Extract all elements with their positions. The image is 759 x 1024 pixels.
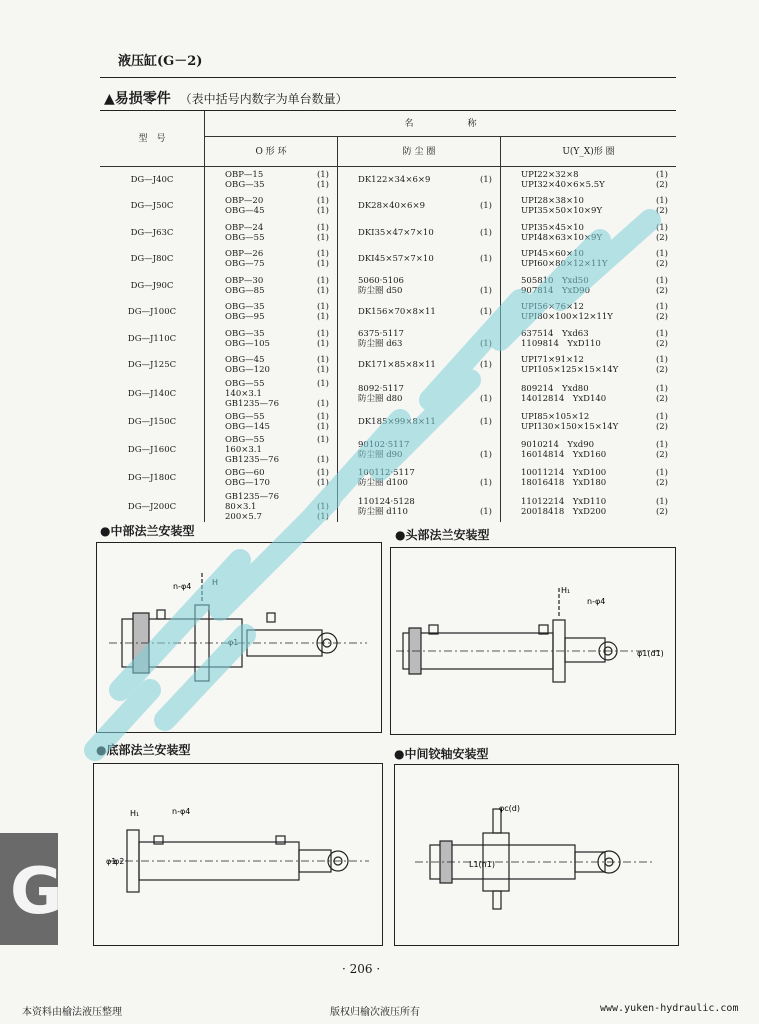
section-note: （表中括号内数字为单台数量） <box>179 92 348 106</box>
cell-o-ring-qty: (1) (1) <box>316 275 329 296</box>
table-row <box>100 299 676 326</box>
cell-dust-seal-qty: (1) <box>479 201 492 212</box>
figure-title-head-flange: ●头部法兰安装型 <box>395 528 490 542</box>
cell-u-seal-qty: (1) (2) <box>655 222 668 243</box>
table-row <box>100 246 676 273</box>
cell-dust-seal-qty: (1) <box>479 285 492 296</box>
cell-dust-seal-qty: (1) <box>479 478 492 489</box>
cell-u-seal: 637514 Yxd63 1109814 YxD110 <box>521 328 601 349</box>
cell-model: DG—J80C <box>130 254 174 265</box>
figure-title-bottom-flange: ●底部法兰安装型 <box>96 743 191 757</box>
cell-o-ring: GB1235—76 80×3.1 200×5.7 <box>225 491 279 522</box>
cell-u-seal-qty: (1) (2) <box>655 496 668 517</box>
cell-model: DG—J50C <box>130 201 174 212</box>
table-row <box>100 352 676 379</box>
cell-dust-seal: DK185×99×8×11 <box>358 416 436 427</box>
cell-dust-seal: DKI35×47×7×10 <box>358 227 434 238</box>
cell-model: DG—J150C <box>127 416 177 427</box>
figure-title-trunnion: ●中间铰轴安装型 <box>394 747 489 761</box>
cell-dust-seal: DK156×70×8×11 <box>358 307 436 318</box>
cell-o-ring: OBG—55 140×3.1 GB1235—76 <box>225 378 279 409</box>
cell-dust-seal-qty: (1) <box>479 450 492 460</box>
figure-title-mid-flange: ●中部法兰安装型 <box>100 524 195 538</box>
footer-right[interactable]: www.yuken-hydraulic.com <box>600 1003 739 1014</box>
bottom-flange-drawing <box>94 764 382 945</box>
cell-o-ring: OBG—55 OBG—145 <box>225 411 270 432</box>
cell-model: DG—J200C <box>127 501 177 512</box>
cell-dust-seal-qty: (1) <box>479 175 492 185</box>
section-heading <box>104 88 348 108</box>
cell-u-seal-qty: (1) (2) <box>655 328 668 349</box>
cell-model: DG—J110C <box>127 333 177 344</box>
wear-parts-table <box>100 110 676 522</box>
cell-u-seal-qty: (1) (2) <box>655 383 668 404</box>
col-header-u-seal: U(Y_X)形 圈 <box>501 137 677 167</box>
section-tab-letter: G <box>10 855 63 929</box>
col-header-dust-seal: 防 尘 圈 <box>338 137 501 167</box>
cell-dust-seal-qty: (1) <box>479 416 492 427</box>
cell-u-seal: UPI85×105×12 UPI130×150×15×14Y <box>521 411 619 432</box>
cell-o-ring: OBG—55 160×3.1 GB1235—76 <box>225 435 279 465</box>
cell-model: DG—J40C <box>100 167 205 194</box>
label-n: n-φ4 <box>587 597 606 606</box>
cell-dust-seal: 8092·5117 防尘圈 d80 <box>358 383 404 404</box>
table-row <box>100 492 676 522</box>
cell-o-ring: OBP—20 OBG—45 <box>225 196 265 217</box>
cell-u-seal-qty: (1) (2) <box>655 249 668 270</box>
cell-o-ring: OBP—24 OBG—55 <box>225 222 265 243</box>
cell-u-seal: 11012214 YxD110 20018418 YxD200 <box>521 496 607 517</box>
label-phi2: φ2 <box>114 857 125 866</box>
cell-o-ring-qty: (1) (1) <box>316 222 329 243</box>
cell-dust-seal: 6375·5117 防尘圈 d63 <box>358 328 404 349</box>
cell-o-ring-qty: (1) (1) <box>316 501 329 522</box>
cell-u-seal: UPI35×45×10 UPI48×63×10×9Y <box>521 222 603 243</box>
cell-model: DG—J125C <box>127 360 177 371</box>
cell-dust-seal: 5060·5106 防尘圈 d50 <box>358 275 404 296</box>
cell-dust-seal: 110124·5128 防尘圈 d110 <box>358 496 415 517</box>
trunnion-drawing <box>395 765 678 945</box>
cell-u-seal: UPI56×76×12 UPI80×100×12×11Y <box>521 302 613 323</box>
cell-o-ring-qty: (1) (1) <box>316 435 329 465</box>
cell-model: DG—J90C <box>130 280 174 291</box>
head-flange-drawing <box>391 548 675 734</box>
label-l1: L1(n1) <box>469 860 495 869</box>
table-row <box>100 379 676 409</box>
cell-o-ring: OBP—26 OBG—75 <box>225 249 265 270</box>
label-h1: H₁ <box>561 586 571 595</box>
cell-model: DG—J100C <box>127 307 177 318</box>
cell-u-seal: 10011214 YxD100 18016418 YxD180 <box>521 468 607 489</box>
cell-o-ring: OBP—30 OBG—85 <box>225 275 265 296</box>
cell-u-seal-qty: (1) (2) <box>655 196 668 217</box>
cell-dust-seal-qty: (1) <box>479 254 492 265</box>
figure-mid-flange <box>96 542 382 733</box>
cell-u-seal-qty: (1) (2) <box>655 411 668 432</box>
cell-o-ring: OBG—35 OBG—95 <box>225 302 265 323</box>
cell-o-ring-qty: (1) (1) <box>316 249 329 270</box>
table-row <box>100 220 676 247</box>
cell-o-ring-qty: (1) (1) <box>316 170 329 190</box>
cell-o-ring-qty: (1) (1) <box>316 411 329 432</box>
cell-o-ring: OBP—15 OBG—35 <box>225 170 265 190</box>
cell-dust-seal: DK122×34×6×9 <box>358 175 431 185</box>
label-phi1d: φ1(d1) <box>637 649 664 658</box>
cell-u-seal: 9010214 Yxd90 16014814 YxD160 <box>521 440 607 460</box>
label-phi: φ1 <box>228 638 239 647</box>
table-row <box>100 435 676 465</box>
cell-dust-seal: DK28×40×6×9 <box>358 201 425 212</box>
cell-u-seal: 809214 Yxd80 14012814 YxD140 <box>521 383 607 404</box>
cell-model: DG—J160C <box>127 445 177 455</box>
cell-dust-seal-qty: (1) <box>479 338 492 349</box>
col-header-model: 型 号 <box>100 111 205 167</box>
col-header-name: 名 称 <box>205 111 677 137</box>
cell-dust-seal: DK171×85×8×11 <box>358 360 436 371</box>
cell-o-ring-qty: (1) (1) <box>316 355 329 376</box>
label-h: H <box>212 578 219 587</box>
cell-u-seal: 505810 Yxd50 907814 YxD90 <box>521 275 590 296</box>
table-row <box>100 167 676 194</box>
cell-model: DG—J63C <box>130 227 174 238</box>
cell-u-seal: UPI22×32×8 UPI32×40×6×5.5Y <box>521 170 605 190</box>
cell-o-ring: OBG—60 OBG—170 <box>225 468 270 489</box>
cell-dust-seal-qty: (1) <box>479 307 492 318</box>
table-row <box>100 409 676 436</box>
footer-left: 本资料由榆法液压整理 <box>22 1007 122 1018</box>
figure-head-flange <box>390 547 676 735</box>
page-number: · 206 · <box>342 962 381 976</box>
label-n: n-φ4 <box>173 582 192 591</box>
cell-u-seal-qty: (1) (2) <box>655 440 668 460</box>
cell-u-seal-qty: (1) (2) <box>655 468 668 489</box>
header-rule <box>100 77 676 78</box>
label-phi: φ1 <box>106 857 117 866</box>
label-phic: φc(d) <box>499 804 520 813</box>
cell-o-ring-qty: (1) (1) <box>316 378 329 409</box>
cell-o-ring-qty: (1) (1) <box>316 468 329 489</box>
figure-bottom-flange <box>93 763 383 946</box>
cell-dust-seal: 100112·5117 防尘圈 d100 <box>358 468 415 489</box>
cell-dust-seal-qty: (1) <box>479 393 492 404</box>
table-row <box>100 273 676 300</box>
mid-flange-drawing <box>97 543 381 732</box>
section-tab <box>0 833 63 945</box>
cell-model: DG—J140C <box>127 388 177 399</box>
cell-model: DG—J180C <box>127 473 177 484</box>
footer-center: 版权归榆次液压所有 <box>330 1007 420 1018</box>
cell-o-ring-qty: (1) (1) <box>316 196 329 217</box>
cell-dust-seal: 90102·5117 防尘圈 d90 <box>358 440 410 460</box>
section-title: ▲易损零件 <box>104 91 171 107</box>
cell-u-seal: UPI28×38×10 UPI35×50×10×9Y <box>521 196 603 217</box>
cell-dust-seal-qty: (1) <box>479 506 492 517</box>
label-h1: H₁ <box>130 809 140 818</box>
cell-u-seal: UPI71×91×12 UPI105×125×15×14Y <box>521 355 619 376</box>
cell-u-seal-qty: (1) (2) <box>655 355 668 376</box>
col-header-o-ring: O 形 环 <box>205 137 338 167</box>
cell-dust-seal-qty: (1) <box>479 227 492 238</box>
cell-u-seal: UPI45×60×10 UPI60×80×12×11Y <box>521 249 608 270</box>
table-row <box>100 326 676 353</box>
page-header-title: 液压缸(G－2) <box>118 54 203 69</box>
figure-trunnion <box>394 764 679 946</box>
cell-o-ring-qty: (1) (1) <box>316 302 329 323</box>
cell-u-seal-qty: (1) (2) <box>655 302 668 323</box>
cell-o-ring-qty: (1) (1) <box>316 328 329 349</box>
label-n: n-φ4 <box>172 807 191 816</box>
cell-dust-seal: DKI45×57×7×10 <box>358 254 434 265</box>
cell-o-ring: OBG—45 OBG—120 <box>225 355 270 376</box>
cell-dust-seal-qty: (1) <box>479 360 492 371</box>
cell-o-ring: OBG—35 OBG—105 <box>225 328 270 349</box>
cell-u-seal-qty: (1) (2) <box>655 170 668 190</box>
table-row <box>100 193 676 220</box>
cell-u-seal-qty: (1) (2) <box>655 275 668 296</box>
table-row <box>100 465 676 492</box>
